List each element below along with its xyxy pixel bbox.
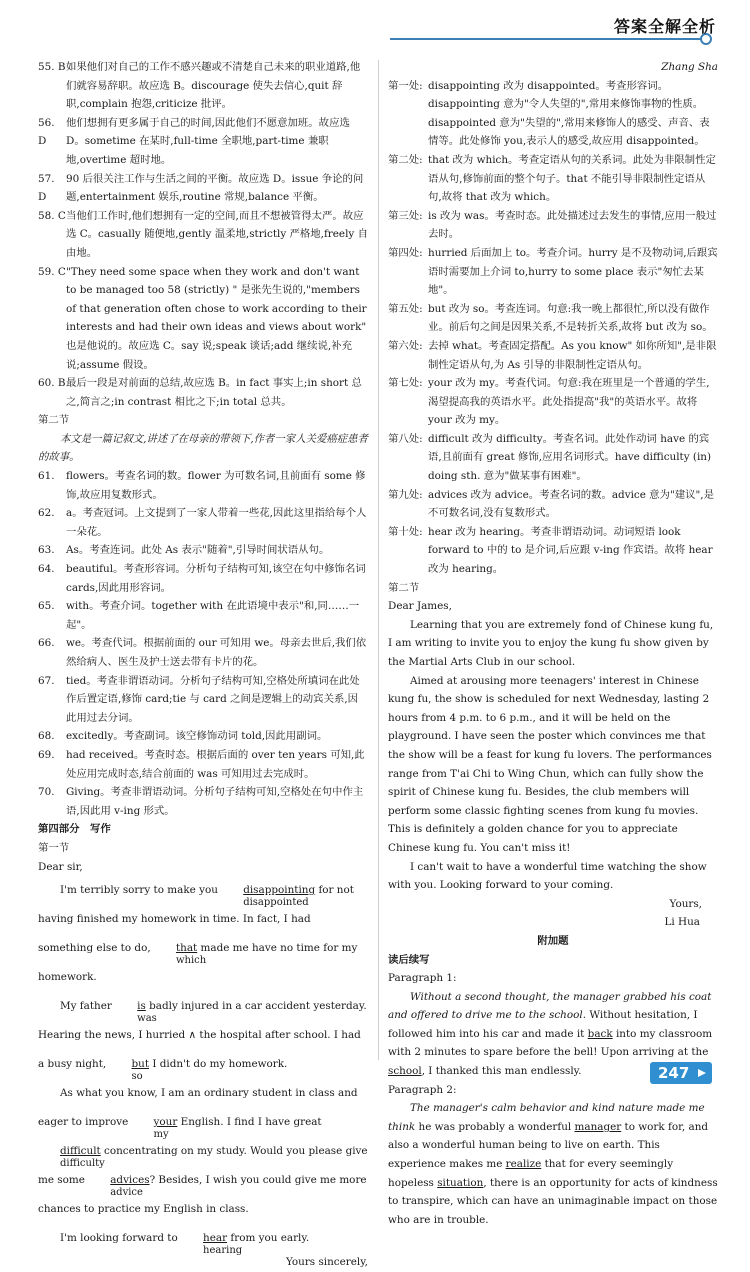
text-run: Without hesitation, I followed him into his car and made it (388, 1009, 698, 1040)
highlighted-word: school (388, 1065, 422, 1078)
correction-note (388, 486, 718, 523)
item-number: 70. (38, 786, 55, 799)
letter-greeting: Dear James, (388, 600, 452, 613)
wrong-word: disappointing (243, 884, 316, 897)
letter-paragraph (38, 1079, 368, 1224)
wrong-word: difficult (60, 1145, 101, 1158)
prompt-sentence: Without a second thought, the manager grabbed his coat and offered to drive me to the school. (388, 990, 712, 1022)
text-run: to work for, and also a wonderful human being to live on earth. This experience makes me (388, 1120, 709, 1171)
wrong-word: advices (110, 1174, 150, 1187)
correction-note (388, 374, 718, 430)
note-label: 第一处: (388, 79, 423, 92)
letter-name: Li Hua (664, 916, 700, 929)
text-run: from you early. (230, 1232, 310, 1245)
item-number: 63. (38, 544, 55, 557)
note-text: hurried 后面加上 to。考查介词。hurry 是不及物动词,后跟宾语时需要加上介词 to,hurry to some place 表示"匆忙去某地"。 (428, 246, 718, 297)
note-text: advices 改为 advice。考查名词的数。advice 意为"建议",是不可数名词,没有复数形式。 (428, 488, 714, 520)
answer-item (38, 170, 368, 207)
header-title: 答案全解全析 (613, 17, 716, 36)
correction-note (388, 151, 718, 207)
answer-item (38, 672, 368, 728)
correction (88, 1166, 150, 1199)
item-number: 57. D (38, 172, 55, 204)
item-number: 61. (38, 470, 55, 483)
correction-note (388, 207, 718, 244)
highlighted-word: back (587, 1027, 613, 1040)
letter-closing: Yours, (669, 897, 702, 910)
text-run: into my classroom with 2 minutes to spare before the bell! Upon arriving at the (388, 1027, 713, 1059)
part-title: 第四部分 写作 (38, 823, 111, 836)
note-label: 第十处: (388, 525, 423, 538)
text-run: made me have no time for my homework. (38, 942, 358, 984)
section-title: 第一节 (38, 841, 70, 854)
correction (154, 934, 207, 967)
item-text: flowers。考查名词的数。flower 为可数名词,且前面有 some 修饰,故应用复数形式。 (66, 470, 366, 501)
note-text: disappointing 改为 disappointed。考查形容词。disappointing 意为"令人失望的",常用来修饰事物的性质。disappointed 意为"失望的",常用来修饰人的感受、声音、表情等。此处修饰 you,表示人的感受,故应用 disappointed。 (428, 79, 710, 148)
passage-intro: 本文是一篇记叙文,讲述了在母亲的带领下,作者一家人关爱癌症患者的故事。 (38, 432, 368, 464)
note-label: 第二处: (388, 153, 423, 166)
highlighted-word: situation (437, 1176, 484, 1189)
answer-item (38, 634, 368, 671)
section-title: 第二节 (38, 414, 70, 427)
item-number: 69. (38, 748, 55, 761)
item-text: 如果他们对自己的工作不感兴趣或不清楚自己未来的职业道路,他们就容易辞职。故应选 B。discourage 使失去信心,quit 辞职,complain 抱怨,criticize 批评。 (66, 61, 361, 111)
text-run: English. I find I have great (180, 1116, 322, 1129)
item-text: 最后一段是对前面的总结,故应选 B。in fact 事实上;in short 总之,简言之;in contrast 相比之下;in total 总共。 (66, 377, 362, 408)
letter-paragraph (38, 992, 368, 1083)
item-text: "They need some space when they work and don't want to be managed too 58 (strictly) " 是张先生说的,"members of that generation often chose to work according to their interests and had their own ideas and views about work" 也是他说的。故应选 C。say 说;speak 谈话;add 继续说,补充说;assume 假设。 (66, 265, 367, 371)
note-label: 第八处: (388, 432, 423, 445)
highlighted-word: realize (505, 1158, 542, 1171)
item-text: excitedly。考查副词。该空修饰动词 told,因此用副词。 (66, 730, 328, 743)
text-run: , there is an opportunity for acts of kindness to transpire, which can have an unimaginable impact on those who are in trouble. (388, 1176, 718, 1226)
text-run: , I thanked this man endlessly. (421, 1065, 582, 1078)
correction (110, 1050, 150, 1083)
letter-paragraph: I can't wait to have a wonderful time watching the show with you. Looking forward to your coming. (388, 860, 707, 892)
correction-note (388, 430, 718, 486)
item-number: 64. (38, 563, 55, 576)
fixed-word: hearing (203, 1245, 243, 1257)
text-run: badly injured in a car accident yesterday. Hearing the news, I hurried ∧ the hospital after school. I had a busy night, (38, 1000, 367, 1071)
note-label: 第六处: (388, 339, 423, 352)
note-text: difficult 改为 difficulty。考查名词。此处作动词 have 的宾语,且前面有 great 修饰,应用名词形式。have difficulty (in) doing sth. 意为"做某事有困难"。 (428, 432, 712, 483)
answer-item (38, 467, 368, 504)
answer-item (38, 560, 368, 597)
note-label: 第五处: (388, 302, 423, 315)
answer-item (38, 746, 368, 783)
wrong-word: your (153, 1116, 178, 1129)
letter-paragraph: Aimed at arousing more teenagers' interest in Chinese kung fu, the show is scheduled for next Wednesday, lasting 2 hours from 4 p.m. to 6 p.m., and it will be held on the playground. I have seen the poster which convinces me that the show will be a feast for kung fu lovers. The performances range from T'ai Chi to Wing Chun, which can fully show the spirit of Chinese kung fu. Besides, the club members will perform some classic fighting scenes from kung fu movies. This is definitely a golden chance for you to appreciate Chinese kung fu. You can't miss it! (388, 674, 712, 854)
text-run: that for every seemingly hopeless (388, 1158, 674, 1189)
fixed-word: so (131, 1071, 143, 1083)
correction-note (388, 523, 718, 579)
item-text: beautiful。考查形容词。分析句子结构可知,该空在句中修饰名词 cards,因此用形容词。 (66, 563, 366, 594)
item-number: 65. (38, 600, 55, 613)
correction (181, 1224, 243, 1257)
fixed-word: which (175, 955, 207, 967)
left-column (38, 58, 368, 1272)
item-number: 58. C (38, 209, 66, 222)
continuation-paragraph (388, 1099, 718, 1229)
note-text: is 改为 was。考查时态。此处描述过去发生的事情,应用一般过去时。 (428, 209, 717, 241)
correction (115, 992, 157, 1025)
paragraph-label: Paragraph 1: (388, 972, 457, 985)
fixed-word: my (153, 1129, 169, 1141)
item-text: 他们想拥有更多属于自己的时间,因此他们不愿意加班。故应选 D。sometime 在某时,full-time 全职地,part-time 兼职地,overtime 超时地。 (66, 116, 350, 166)
item-number: 55. B (38, 61, 66, 73)
item-text: 当他们工作时,他们想拥有一定的空间,而且不想被管得太严。故应选 C。casually 随便地,gently 温柔地,strictly 严格地,freely 自由地。 (66, 209, 368, 259)
answer-item (38, 374, 368, 411)
column-divider (378, 60, 379, 1060)
correction-note (388, 77, 718, 151)
answer-item (38, 597, 368, 634)
letter-signature: Zhang Sha (661, 61, 718, 73)
item-text: As。考查连词。此处 As 表示"随着",引导时间状语从句。 (66, 544, 330, 557)
text-run: I'm looking forward to (60, 1232, 178, 1245)
page-header (0, 0, 750, 50)
item-text: Giving。考查非谓语动词。分析句子结构可知,空格处在句中作主语,因此用 v-ing 形式。 (66, 786, 364, 817)
wrong-word: but (131, 1058, 150, 1071)
text-run: concentrating on my study. Would you please give me some (38, 1145, 368, 1187)
note-text: 去掉 what。考查固定搭配。As you know" 如你所知",是非限制性定语从句,为 As 引导的非限制性定语从句。 (428, 339, 717, 371)
text-run: I'm terribly sorry to make you (60, 884, 218, 897)
note-label: 第九处: (388, 488, 423, 501)
correction-note (388, 300, 718, 337)
note-text: hear 改为 hearing。考查非谓语动词。动词短语 look forward to 中的 to 是介词,后应跟 v-ing 作宾语。故将 hear 改为 hearing。 (428, 525, 713, 576)
item-text: tied。考查非谓语动词。分析句子结构可知,空格处所填词在此处作后置定语,修饰 card;tie 与 card 之间是逻辑上的动宾关系,因此用过去分词。 (66, 674, 360, 724)
text-run: for not having finished my homework in time. In fact, I had something else to do, (38, 884, 354, 955)
extra-title: 附加题 (537, 934, 569, 947)
answer-item (38, 504, 368, 541)
item-number: 59. C (38, 265, 66, 278)
item-number: 62. (38, 507, 55, 520)
page-number-badge (650, 1062, 712, 1084)
extra-subtitle: 读后续写 (388, 953, 430, 966)
item-text: with。考查介词。together with 在此语境中表示"和,同……一起"。 (66, 600, 360, 631)
correction (221, 876, 316, 909)
right-column (388, 58, 718, 1229)
note-text: that 改为 which。考查定语从句的关系词。此处为非限制性定语从句,修饰前面的整个句子。that 不能引导非限制性定语从句,故将 that 改为 which。 (428, 153, 716, 204)
text-run: My father (60, 1000, 112, 1013)
header-rule (390, 38, 710, 40)
correction-note (388, 244, 718, 300)
item-text: 90 后很关注工作与生活之间的平衡。故应选 D。issue 争论的问题,entertainment 娱乐,routine 常规,balance 平衡。 (66, 172, 364, 204)
letter-paragraph (38, 876, 368, 992)
invitation-letter (388, 597, 718, 932)
note-label: 第七处: (388, 377, 423, 390)
note-text: but 改为 so。考查连词。句意:我一晚上都很忙,所以没有做作业。前后句之间是因果关系,不是转折关系,故将 but 改为 so。 (428, 302, 713, 334)
answer-item (38, 727, 368, 746)
section-title: 第二节 (388, 581, 420, 594)
answer-item (38, 541, 368, 560)
letter-greeting: Dear sir, (38, 860, 83, 873)
letter-signoff: Yours sincerely, (285, 1256, 368, 1269)
item-number: 56. D (38, 116, 55, 148)
correction-note (388, 337, 718, 374)
item-number: 66. (38, 637, 55, 650)
correction (38, 1137, 105, 1170)
text-run: I didn't do my homework. (152, 1058, 288, 1071)
fixed-word: difficulty (60, 1158, 105, 1170)
item-number: 68. (38, 730, 55, 743)
paragraph-label: Paragraph 2: (388, 1083, 457, 1096)
answer-item (38, 114, 368, 170)
note-text: your 改为 my。考查代词。句意:我在班里是一个普通的学生,渴望提高我的英语水平。此处指提高"我"的英语水平。故将 your 改为 my。 (428, 377, 710, 427)
fixed-word: was (137, 1013, 157, 1025)
text-run: he was probably a wonderful (418, 1120, 572, 1133)
letter-paragraph (38, 1224, 368, 1257)
answer-item (38, 263, 368, 375)
note-label: 第四处: (388, 246, 423, 259)
letter-paragraph: Learning that you are extremely fond of Chinese kung fu, I am writing to invite you to enjoy the kung fu show given by the Martial Arts Club in our school. (388, 618, 714, 668)
fixed-word: disappointed (243, 897, 309, 909)
page-number: 247 (658, 1064, 690, 1082)
corrected-letter (38, 858, 368, 1272)
item-number: 67. (38, 674, 55, 687)
answer-item (38, 783, 368, 820)
arrow-icon (698, 1069, 706, 1077)
wrong-word: is (137, 1000, 146, 1013)
item-text: had received。考查时态。根据后面的 over ten years 可知,此处应用完成时态,结合前面的 was 可知用过去完成时。 (66, 748, 365, 780)
note-label: 第三处: (388, 209, 423, 222)
item-number: 60. B (38, 377, 66, 390)
text-run: ? Besides, I wish you could give me more chances to practice my English in class. (38, 1174, 367, 1216)
correction (132, 1108, 178, 1141)
highlighted-word: manager (574, 1120, 622, 1133)
item-text: we。考查代词。根据前面的 our 可知用 we。母亲去世后,我们依然给病人、医生及护士送去带有卡片的花。 (66, 637, 367, 668)
answer-item (38, 58, 368, 114)
answer-item (38, 207, 368, 263)
fixed-word: advice (110, 1187, 143, 1199)
wrong-word: that (175, 942, 198, 955)
wrong-word: hear (203, 1232, 228, 1245)
prompt-sentence: The manager's calm behavior and kind nature made me think (388, 1102, 705, 1133)
item-text: a。考查冠词。上文提到了一家人带着一些花,因此这里指给每个人一朵花。 (66, 507, 367, 538)
text-run: As what you know, I am an ordinary student in class and eager to improve (38, 1087, 358, 1129)
